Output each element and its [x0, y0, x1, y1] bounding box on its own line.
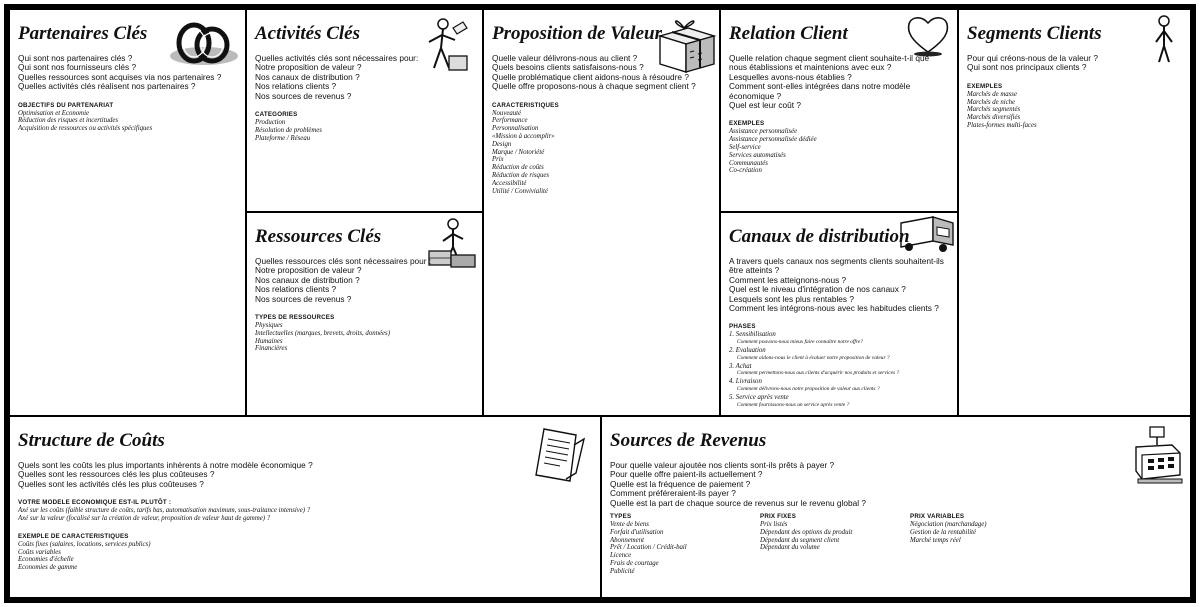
revenus-questions: Pour quelle valeur ajoutée nos clients sont-ils prêts à payer ? Pour quelle offre paient-ils actuellement ? Quelle est la fréquence de paiement ? Comment préféreraient-ils payer ? Quelle est la part de chaque source de revenus sur le revenu global ? — [610, 460, 866, 508]
partenaires-items: Optimisation et Economie Réduction des risques et incertitudes Acquisition de ressources ou activités spécifiques — [18, 109, 153, 133]
revenus-column-prix-variables: PRIX VARIABLES Négociation (marchandage) Gestion de la rentabilité Marché temps réel — [910, 513, 987, 544]
proposition-questions: Quelle valeur délivrons-nous au client ? Quels besoins clients satisfaisons-nous ? Quelle problématique client aidons-nous à résoudre ? Quelle offre proposons-nous à chaque segment client ? — [492, 53, 696, 92]
relation-section-title: EXEMPLES — [729, 120, 765, 128]
activites-title: Activités Clés — [255, 23, 361, 44]
structure-couts-block — [8, 415, 602, 599]
canaux-title: Canaux de distribution — [729, 226, 910, 247]
revenus-column-types: TYPES Vente de biens Forfait d'utilisation Abonnement Prêt / Location / Crédit-bail Licence Frais de courtage Publicité — [610, 513, 687, 575]
segments-title: Segments Clients — [967, 23, 1102, 44]
ressources-questions: Quelles ressources clés sont nécessaires pour : Notre proposition de valeur ? Nos canaux de distribution ? Nos relations clients ? Nos sources de revenus ? — [255, 256, 432, 304]
relation-client-block — [719, 8, 959, 213]
revenus-columns — [610, 508, 1182, 576]
ressources-section-title: TYPES DE RESSOURCES — [255, 314, 335, 322]
sources-revenus-block — [600, 415, 1192, 599]
partenaires-questions: Qui sont nos partenaires clés ? Qui sont nos fournisseurs clés ? Quelles ressources sont acquises via nos partenaires ? Quelles activités clés réalisent nos partenaires ? — [18, 53, 222, 92]
relation-title: Relation Client — [729, 23, 848, 44]
revenus-column-prix-fixes: PRIX FIXES Prix listés Dépendant des options du produit Dépendant du segment client Dépendant du volume — [760, 513, 853, 552]
couts-section1-title: VOTRE MODELE ECONOMIQUE EST-IL PLUTÔT : — [18, 499, 172, 507]
activites-questions: Quelles activités clés sont nécessaires pour: Notre proposition de valeur ? Nos canaux de distribution ? Nos relations clients ? Nos sources de revenus ? — [255, 53, 419, 101]
ressources-title: Ressources Clés — [255, 226, 382, 247]
segments-section-title: EXEMPLES — [967, 82, 1003, 90]
proposition-title: Proposition de Valeur — [492, 23, 662, 44]
partenaires-title: Partenaires Clés — [18, 23, 148, 44]
relation-items: Assistance personnalisée Assistance personnalisée dédiée Self-service Services automatisés Communautés Co-création — [729, 128, 817, 175]
segments-questions: Pour qui créons-nous de la valeur ? Qui sont nos principaux clients ? — [967, 53, 1098, 73]
proposition-valeur-block — [482, 8, 721, 417]
activites-section-title: CATEGORIES — [255, 111, 298, 119]
ressources-items: Physiques Intellectuelles (marques, brevets, droits, données) Humaines Financières — [255, 322, 390, 353]
business-model-canvas — [4, 4, 1196, 603]
proposition-items: Nouveauté Performance Personnalisation «Mission à accomplir» Design Marque / Notoriété Prix Réduction de coûts Réduction de risques Accessibilité Utilité / Convivialité — [492, 109, 555, 195]
activites-cles-block — [245, 8, 484, 213]
partenaires-cles-block — [8, 8, 247, 417]
couts-section2-title: EXEMPLE DE CARACTERISTIQUES — [18, 532, 129, 540]
couts-questions: Quels sont les coûts les plus importants inhérents à notre modèle économique ? Quelles sont les ressources clés les plus coûteuses ? Quelles sont les activités clés les plus coûteuses ? — [18, 460, 313, 489]
segments-items: Marchés de masse Marchés de niche Marchés segmentés Marchés diversifiés Plates-formes multi-faces — [967, 90, 1037, 129]
segments-clients-block — [957, 8, 1192, 417]
canaux-phases: 1. Sensibilisation Comment pouvons-nous mieux faire connaître notre offre? 2. Evaluation Comment aidons-nous le client à évaluer notre proposition de valeur ? 3. Achat Comment permettons-nous aux clients d'acquérir nos produits et services ? 4. Livraison Comment délivrons-nous notre proposition de valeur aux clients ? 5. Service après vente Comment fournissons-nous un service après vente ? — [729, 331, 900, 408]
couts-section2-items: Coûts fixes (salaires, locations, services publics) Coûts variables Economies d'échelle Economies de gamme — [18, 540, 151, 572]
canaux-questions: A travers quels canaux nos segments clients souhaitent-ils être atteints ? Comment les atteignons-nous ? Quel est le niveau d'intégration de nos canaux ? Lesquels sont les plus rentables ? Comment les intégrons-nous avec les habitudes clients ? — [729, 256, 944, 314]
canaux-distribution-block — [719, 211, 959, 417]
ressources-cles-block — [245, 211, 484, 417]
partenaires-section-title: OBJECTIFS DU PARTENARIAT — [18, 101, 114, 109]
activites-items: Production Résolution de problèmes Plateforme / Réseau — [255, 119, 322, 142]
revenus-title: Sources de Revenus — [610, 430, 767, 451]
relation-questions: Quelle relation chaque segment client souhaite-t-il que nous établissions et maintenions avec eux ? Lesquelles avons-nous établies ? Comment sont-elles intégrées dans notre modèle économique ? Quel est leur coût ? — [729, 53, 930, 111]
proposition-section-title: CARACTERISTIQUES — [492, 101, 559, 109]
couts-title: Structure de Coûts — [18, 430, 165, 451]
couts-section1-items: Axé sur les coûts (faible structure de coûts, tarifs bas, automatisation maximum, sous-traitance intensive) ? Axé sur la valeur (focalisé sur la création de valeur, proposition de valeur haut de gamme) ? — [18, 507, 311, 523]
canaux-section-title: PHASES — [729, 323, 756, 331]
